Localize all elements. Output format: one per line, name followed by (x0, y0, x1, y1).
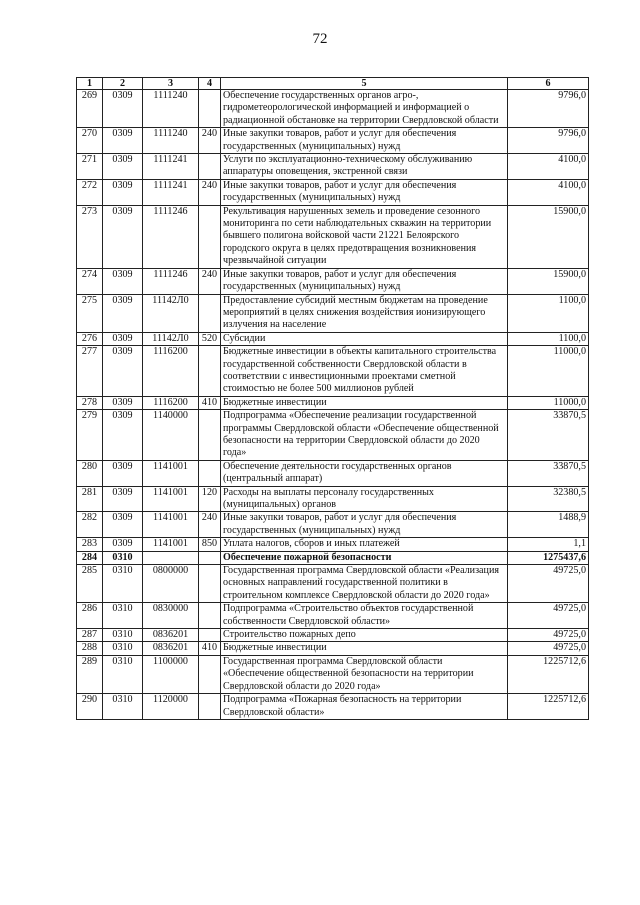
target-code-cell: 1100000 (143, 655, 199, 693)
target-code-cell (143, 551, 199, 564)
item-name-cell: Уплата налогов, сборов и иных платежей (221, 538, 508, 551)
row-number-cell: 269 (77, 90, 103, 128)
table-row (77, 332, 589, 345)
item-name-cell: Иные закупки товаров, работ и услуг для обеспечения государственных (муниципальных) нужд (221, 128, 508, 154)
section-code-cell: 0310 (103, 565, 143, 603)
table-row (77, 603, 589, 629)
section-code-cell: 0309 (103, 294, 143, 332)
section-code-cell: 0309 (103, 538, 143, 551)
table-row (77, 90, 589, 128)
row-number-cell: 277 (77, 346, 103, 397)
expense-type-cell: 410 (199, 642, 221, 655)
section-code-cell: 0309 (103, 346, 143, 397)
item-name-cell: Строительство пожарных депо (221, 629, 508, 642)
table-row (77, 205, 589, 268)
amount-cell: 33870,5 (508, 410, 589, 461)
target-code-cell: 0836201 (143, 629, 199, 642)
amount-cell: 49725,0 (508, 642, 589, 655)
row-number-cell: 270 (77, 128, 103, 154)
row-number-cell: 280 (77, 460, 103, 486)
table-header-row (77, 78, 589, 90)
table-row (77, 128, 589, 154)
target-code-cell: 0800000 (143, 565, 199, 603)
item-name-cell: Обеспечение государственных органов агро-, гидрометеорологической информацией и информацией о радиационной обстановке на территории Свердловской области (221, 90, 508, 128)
amount-cell: 1100,0 (508, 332, 589, 345)
table-row (77, 655, 589, 693)
target-code-cell: 1141001 (143, 512, 199, 538)
row-number-cell: 286 (77, 603, 103, 629)
row-number-cell: 288 (77, 642, 103, 655)
target-code-cell: 1111246 (143, 268, 199, 294)
expense-type-cell (199, 629, 221, 642)
row-number-cell: 278 (77, 396, 103, 409)
amount-cell: 49725,0 (508, 629, 589, 642)
section-code-cell: 0310 (103, 655, 143, 693)
row-number-cell: 275 (77, 294, 103, 332)
section-code-cell: 0309 (103, 154, 143, 180)
target-code-cell: 1141001 (143, 486, 199, 512)
page-number: 72 (312, 31, 328, 47)
section-code-cell: 0309 (103, 460, 143, 486)
row-number-cell: 285 (77, 565, 103, 603)
amount-cell: 11000,0 (508, 396, 589, 409)
item-name-cell: Предоставление субсидий местным бюджетам на проведение мероприятий в целях снижения воздействия ионизирующего излучения на население (221, 294, 508, 332)
item-name-cell: Государственная программа Свердловской области «Обеспечение общественной безопасности на территории Свердловской области до 2020 года» (221, 655, 508, 693)
target-code-cell: 1140000 (143, 410, 199, 461)
expense-type-cell: 520 (199, 332, 221, 345)
item-name-cell: Подпрограмма «Строительство объектов государственной собственности Свердловской области» (221, 603, 508, 629)
expense-type-cell (199, 565, 221, 603)
amount-cell: 9796,0 (508, 128, 589, 154)
table-row (77, 486, 589, 512)
row-number-cell: 287 (77, 629, 103, 642)
target-code-cell: 1111240 (143, 128, 199, 154)
table-row (77, 629, 589, 642)
target-code-cell: 0836201 (143, 642, 199, 655)
budget-table (76, 77, 589, 720)
target-code-cell: 1141001 (143, 460, 199, 486)
amount-cell: 15900,0 (508, 205, 589, 268)
table-row (77, 410, 589, 461)
target-code-cell: 0830000 (143, 603, 199, 629)
column-header: 5 (221, 78, 508, 90)
amount-cell: 49725,0 (508, 603, 589, 629)
table-row (77, 642, 589, 655)
target-code-cell: 1141001 (143, 538, 199, 551)
amount-cell: 32380,5 (508, 486, 589, 512)
table-row (77, 154, 589, 180)
table-row (77, 268, 589, 294)
table-row (77, 512, 589, 538)
row-number-cell: 274 (77, 268, 103, 294)
expense-type-cell (199, 410, 221, 461)
amount-cell: 1100,0 (508, 294, 589, 332)
table-row (77, 346, 589, 397)
table-row (77, 538, 589, 551)
row-number-cell: 281 (77, 486, 103, 512)
target-code-cell: 1111246 (143, 205, 199, 268)
expense-type-cell (199, 294, 221, 332)
expense-type-cell: 240 (199, 128, 221, 154)
section-code-cell: 0310 (103, 694, 143, 720)
table-row (77, 694, 589, 720)
expense-type-cell: 850 (199, 538, 221, 551)
item-name-cell: Иные закупки товаров, работ и услуг для обеспечения государственных (муниципальных) нужд (221, 179, 508, 205)
section-code-cell: 0310 (103, 551, 143, 564)
section-code-cell: 0310 (103, 642, 143, 655)
amount-cell: 1275437,6 (508, 551, 589, 564)
amount-cell: 33870,5 (508, 460, 589, 486)
target-code-cell: 1116200 (143, 346, 199, 397)
row-number-cell: 272 (77, 179, 103, 205)
target-code-cell: 1111241 (143, 154, 199, 180)
item-name-cell: Бюджетные инвестиции (221, 642, 508, 655)
column-header: 4 (199, 78, 221, 90)
item-name-cell: Обеспечение деятельности государственных органов (центральный аппарат) (221, 460, 508, 486)
expense-type-cell (199, 655, 221, 693)
section-code-cell: 0309 (103, 268, 143, 294)
section-code-cell: 0309 (103, 205, 143, 268)
item-name-cell: Иные закупки товаров, работ и услуг для обеспечения государственных (муниципальных) нужд (221, 512, 508, 538)
amount-cell: 1488,9 (508, 512, 589, 538)
item-name-cell: Иные закупки товаров, работ и услуг для обеспечения государственных (муниципальных) нужд (221, 268, 508, 294)
row-number-cell: 276 (77, 332, 103, 345)
amount-cell: 15900,0 (508, 268, 589, 294)
section-code-cell: 0309 (103, 179, 143, 205)
table-body (77, 90, 589, 720)
section-code-cell: 0309 (103, 396, 143, 409)
table-row (77, 460, 589, 486)
section-code-cell: 0309 (103, 90, 143, 128)
expense-type-cell (199, 551, 221, 564)
item-name-cell: Услуги по эксплуатационно-техническому обслуживанию аппаратуры оповещения, экстренной связи (221, 154, 508, 180)
expense-type-cell: 240 (199, 179, 221, 205)
section-code-cell: 0309 (103, 512, 143, 538)
table-row (77, 551, 589, 564)
table-row (77, 565, 589, 603)
expense-type-cell (199, 205, 221, 268)
row-number-cell: 282 (77, 512, 103, 538)
target-code-cell: 11142Л0 (143, 332, 199, 345)
row-number-cell: 279 (77, 410, 103, 461)
amount-cell: 1225712,6 (508, 694, 589, 720)
row-number-cell: 273 (77, 205, 103, 268)
item-name-cell: Подпрограмма «Пожарная безопасность на территории Свердловской области» (221, 694, 508, 720)
row-number-cell: 271 (77, 154, 103, 180)
item-name-cell: Расходы на выплаты персоналу государственных (муниципальных) органов (221, 486, 508, 512)
amount-cell: 4100,0 (508, 154, 589, 180)
expense-type-cell: 410 (199, 396, 221, 409)
section-code-cell: 0309 (103, 128, 143, 154)
section-code-cell: 0309 (103, 410, 143, 461)
amount-cell: 1225712,6 (508, 655, 589, 693)
expense-type-cell (199, 603, 221, 629)
expense-type-cell (199, 90, 221, 128)
column-header: 3 (143, 78, 199, 90)
table-row (77, 396, 589, 409)
target-code-cell: 1111241 (143, 179, 199, 205)
section-code-cell: 0309 (103, 332, 143, 345)
item-name-cell: Бюджетные инвестиции в объекты капитального строительства государственной собственности Свердловской области в соответствии с инвестиционными проектами сметной стоимостью не более 500 миллионов рублей (221, 346, 508, 397)
amount-cell: 1,1 (508, 538, 589, 551)
item-name-cell: Подпрограмма «Обеспечение реализации государственной программы Свердловской области «Обеспечение общественной безопасности на территории Свердловской области до 2020 года» (221, 410, 508, 461)
column-header: 2 (103, 78, 143, 90)
row-number-cell: 283 (77, 538, 103, 551)
table-row (77, 294, 589, 332)
section-code-cell: 0310 (103, 629, 143, 642)
expense-type-cell (199, 460, 221, 486)
amount-cell: 4100,0 (508, 179, 589, 205)
amount-cell: 9796,0 (508, 90, 589, 128)
target-code-cell: 1111240 (143, 90, 199, 128)
section-code-cell: 0310 (103, 603, 143, 629)
expense-type-cell (199, 694, 221, 720)
column-header: 6 (508, 78, 589, 90)
item-name-cell: Обеспечение пожарной безопасности (221, 551, 508, 564)
expense-type-cell: 240 (199, 268, 221, 294)
row-number-cell: 290 (77, 694, 103, 720)
row-number-cell: 284 (77, 551, 103, 564)
expense-type-cell: 240 (199, 512, 221, 538)
target-code-cell: 11142Л0 (143, 294, 199, 332)
target-code-cell: 1120000 (143, 694, 199, 720)
row-number-cell: 289 (77, 655, 103, 693)
item-name-cell: Субсидии (221, 332, 508, 345)
item-name-cell: Государственная программа Свердловской области «Реализация основных направлений государственной политики в строительном комплексе Свердловской области до 2020 года» (221, 565, 508, 603)
section-code-cell: 0309 (103, 486, 143, 512)
expense-type-cell (199, 346, 221, 397)
expense-type-cell: 120 (199, 486, 221, 512)
amount-cell: 11000,0 (508, 346, 589, 397)
item-name-cell: Рекультивация нарушенных земель и проведение сезонного мониторинга по сети наблюдательных скважин на территории бывшего полигона войсковой части 21221 Белоярского городского округа в целях предотвращения возникновения чрезвычайной ситуации (221, 205, 508, 268)
amount-cell: 49725,0 (508, 565, 589, 603)
target-code-cell: 1116200 (143, 396, 199, 409)
column-header: 1 (77, 78, 103, 90)
item-name-cell: Бюджетные инвестиции (221, 396, 508, 409)
expense-type-cell (199, 154, 221, 180)
table-row (77, 179, 589, 205)
